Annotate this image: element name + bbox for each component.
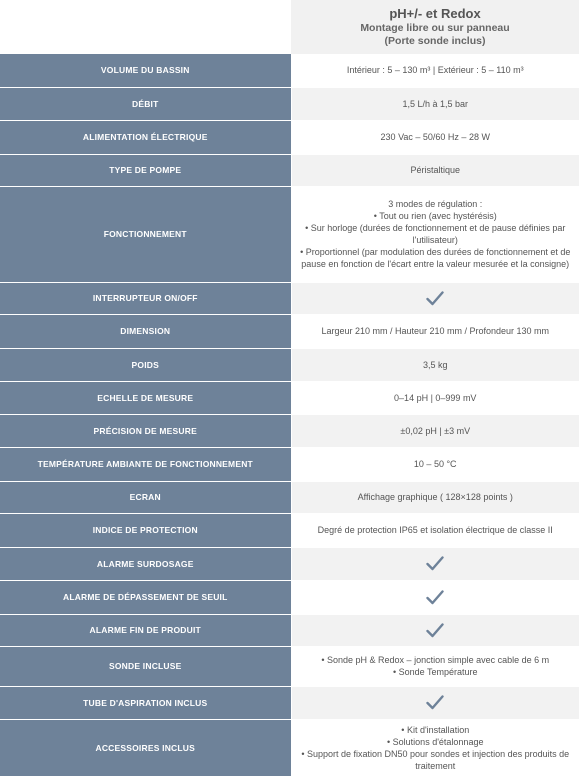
spec-value-line: • Solutions d'étalonnage xyxy=(387,736,484,747)
spec-value-surdosage xyxy=(291,547,579,580)
spec-label-accessoires: ACCESSOIRES INCLUS xyxy=(0,719,291,776)
spec-value-dimension xyxy=(291,314,579,348)
spec-row-pompe xyxy=(0,154,579,186)
spec-value-line: Intérieur : 5 – 130 m³ | Extérieur : 5 – 110 m³ xyxy=(346,65,524,76)
spec-label-ecran: ECRAN xyxy=(0,481,291,513)
spec-value-line: ±0,02 pH | ±3 mV xyxy=(400,425,471,436)
spec-label-tube: TUBE D'ASPIRATION INCLUS xyxy=(0,686,291,719)
spec-label-seuil: ALARME DE DÉPASSEMENT DE SEUIL xyxy=(0,580,291,614)
spec-value-line: • Support de fixation DN50 pour sondes et injection des produits de traitement xyxy=(301,748,570,771)
spec-row-ecran xyxy=(0,481,579,513)
spec-label-surdosage: ALARME SURDOSAGE xyxy=(0,547,291,580)
spec-label-alimentation: ALIMENTATION ÉLECTRIQUE xyxy=(0,120,291,154)
spec-row-fonctionnement xyxy=(0,186,579,282)
spec-value-line: 3 modes de régulation : xyxy=(388,199,483,209)
product-subtitle-mounting: Montage libre ou sur panneau xyxy=(360,22,510,34)
checkmark-icon xyxy=(426,695,444,710)
spec-value-line: 3,5 kg xyxy=(422,359,448,370)
checkmark-icon xyxy=(426,556,444,571)
spec-value-line: Péristaltique xyxy=(410,165,461,175)
spec-row-alimentation xyxy=(0,120,579,154)
spec-value-protection xyxy=(291,513,579,547)
spec-value-line: Largeur 210 mm / Hauteur 210 mm / Profondeur 130 mm xyxy=(321,326,550,336)
spec-value-line: • Sonde Température xyxy=(392,667,478,677)
checkmark-icon xyxy=(426,291,444,306)
spec-row-volume xyxy=(0,54,579,87)
spec-label-fonctionnement: FONCTIONNEMENT xyxy=(0,186,291,282)
spec-row-temperature xyxy=(0,447,579,481)
spec-value-line: • Proportionnel (par modulation des durées de fonctionnement et de pause en fonction de l'écart entre la valeur mesurée et la consigne) xyxy=(300,247,571,269)
spec-value-echelle xyxy=(291,381,579,414)
spec-label-volume: VOLUME DU BASSIN xyxy=(0,54,291,87)
header-empty-cell xyxy=(0,0,291,54)
spec-row-echelle xyxy=(0,381,579,414)
product-subtitle-probe: (Porte sonde inclus) xyxy=(384,35,486,47)
spec-value-precision xyxy=(291,414,579,447)
spec-label-sonde: SONDE INCLUSE xyxy=(0,646,291,686)
spec-row-seuil xyxy=(0,580,579,614)
spec-row-dimension xyxy=(0,314,579,348)
spec-value-fin-produit xyxy=(291,614,579,646)
spec-value-debit xyxy=(291,87,579,120)
spec-value-sonde xyxy=(291,646,579,686)
spec-value-line: 0–14 pH | 0–999 mV xyxy=(394,392,477,403)
product-title: pH+/- et Redox xyxy=(389,6,481,21)
spec-value-line: 10 – 50 °C xyxy=(413,459,457,469)
spec-value-poids xyxy=(291,348,579,381)
spec-row-fin-produit xyxy=(0,614,579,646)
spec-value-line: 1,5 L/h à 1,5 bar xyxy=(402,98,469,109)
spec-row-protection xyxy=(0,513,579,547)
spec-label-poids: POIDS xyxy=(0,348,291,381)
spec-value-pompe xyxy=(291,154,579,186)
checkmark-icon xyxy=(426,590,444,605)
spec-label-debit: DÉBIT xyxy=(0,87,291,120)
spec-value-interrupteur xyxy=(291,282,579,314)
spec-row-interrupteur xyxy=(0,282,579,314)
spec-value-seuil xyxy=(291,580,579,614)
spec-label-interrupteur: INTERRUPTEUR ON/OFF xyxy=(0,282,291,314)
spec-label-protection: INDICE DE PROTECTION xyxy=(0,513,291,547)
spec-value-line: Affichage graphique ( 128×128 points ) xyxy=(357,492,513,502)
spec-label-dimension: DIMENSION xyxy=(0,314,291,348)
spec-row-debit xyxy=(0,87,579,120)
spec-row-accessoires xyxy=(0,719,579,776)
spec-label-precision: PRÉCISION DE MESURE xyxy=(0,414,291,447)
spec-row-sonde xyxy=(0,646,579,686)
spec-value-line: • Kit d'installation xyxy=(401,724,470,735)
spec-value-line: • Sonde pH & Redox – jonction simple avec cable de 6 m xyxy=(321,655,550,665)
spec-label-fin-produit: ALARME FIN DE PRODUIT xyxy=(0,614,291,646)
spec-value-temperature xyxy=(291,447,579,481)
spec-label-pompe: TYPE DE POMPE xyxy=(0,154,291,186)
product-header xyxy=(291,0,579,54)
checkmark-icon xyxy=(426,623,444,638)
spec-value-line: 230 Vac – 50/60 Hz – 28 W xyxy=(380,132,490,142)
spec-row-poids xyxy=(0,348,579,381)
spec-value-alimentation xyxy=(291,120,579,154)
spec-label-temperature: TEMPÉRATURE AMBIANTE DE FONCTIONNEMENT xyxy=(0,447,291,481)
spec-value-fonctionnement xyxy=(291,186,579,282)
spec-row-precision xyxy=(0,414,579,447)
spec-value-tube xyxy=(291,686,579,719)
spec-label-echelle: ECHELLE DE MESURE xyxy=(0,381,291,414)
spec-row-tube xyxy=(0,686,579,719)
spec-value-accessoires xyxy=(291,719,579,776)
spec-value-line: Degré de protection IP65 et isolation électrique de classe II xyxy=(317,525,553,535)
spec-row-surdosage xyxy=(0,547,579,580)
spec-value-volume xyxy=(291,54,579,87)
header-row xyxy=(0,0,579,54)
spec-value-ecran xyxy=(291,481,579,513)
spec-value-line: • Tout ou rien (avec hystérésis) xyxy=(373,211,497,221)
spec-value-line: • Sur horloge (durées de fonctionnement et de pause définies par l'utilisateur) xyxy=(305,223,566,245)
